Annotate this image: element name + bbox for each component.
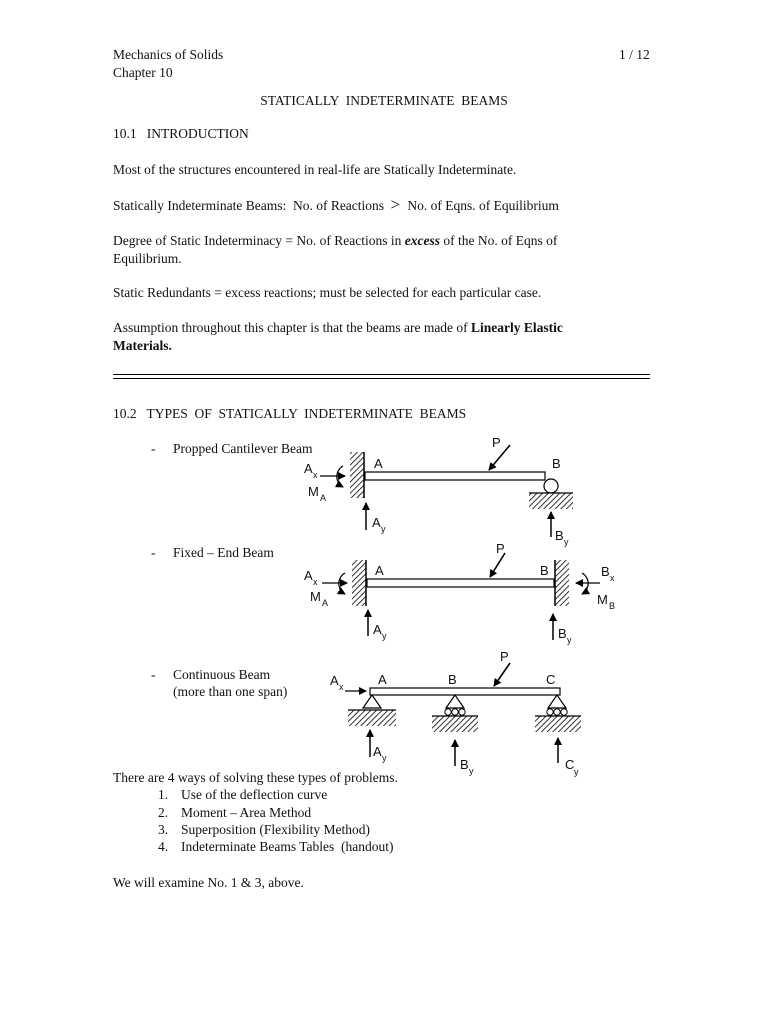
degree-text-a: Degree of Static Indeterminacy = No. of Reactions in [113, 233, 405, 248]
degree-text-b: of the No. of Eqns of [440, 233, 558, 248]
load-arrow-p [490, 553, 505, 577]
equilibrium-text: No. of Eqns. of Equilibrium [407, 198, 559, 213]
pin-support-a [363, 695, 381, 708]
fixed-end-figure [304, 541, 615, 645]
label-ay-sub: y [382, 631, 387, 641]
reactions-text: Statically Indeterminate Beams: No. of Reactions [113, 198, 385, 213]
list-item: Indeterminate Beams Tables (handout) [181, 839, 394, 854]
beam [367, 579, 554, 587]
beam-type-fixed-end: Fixed – End Beam [173, 545, 274, 560]
paragraph-structures: Most of the structures encountered in real-life are Statically Indeterminate. [113, 162, 517, 177]
label-ax-sub: x [313, 470, 318, 480]
section-heading-intro: 10.1 INTRODUCTION [113, 126, 249, 141]
label-p: P [500, 649, 509, 664]
page-number: 1 / 12 [619, 47, 650, 62]
page-title: STATICALLY INDETERMINATE BEAMS [260, 93, 508, 108]
fixed-wall-left [352, 560, 366, 606]
label-b: B [552, 456, 561, 471]
label-cy: C [565, 757, 575, 772]
label-by: B [558, 626, 567, 641]
list-item-number: 3. [158, 822, 169, 837]
roller-support [544, 479, 558, 493]
ground [529, 493, 573, 509]
beam [370, 688, 560, 695]
section-heading-types: 10.2 TYPES OF STATICALLY INDETERMINATE BEAMS [113, 406, 467, 421]
list-item: Superposition (Flexibility Method) [181, 822, 370, 837]
roller-support-b [446, 695, 464, 708]
roller-support-c [548, 695, 566, 708]
methods-intro: There are 4 ways of solving these types of problems. [113, 770, 398, 785]
course-title: Mechanics of Solids [113, 47, 224, 62]
paragraph-redundants: Static Redundants = excess reactions; must be selected for each particular case. [113, 285, 542, 300]
excess-emphasis: excess [404, 233, 441, 248]
label-mb: M [597, 592, 608, 607]
list-item: Use of the deflection curve [181, 787, 328, 802]
bullet-dash: - [151, 667, 156, 682]
list-item-number: 4. [158, 839, 169, 854]
label-ay: A [373, 744, 382, 759]
label-ma-sub: A [320, 493, 327, 503]
label-c: C [546, 672, 556, 687]
chapter-label: Chapter 10 [113, 65, 173, 80]
label-p: P [496, 541, 505, 556]
beam-type-continuous-note: (more than one span) [173, 684, 288, 699]
closing-remark: We will examine No. 1 & 3, above. [113, 875, 304, 890]
paragraph-degree-cont: Equilibrium. [113, 251, 182, 266]
label-b: B [540, 563, 549, 578]
bullet-dash: - [151, 545, 156, 560]
fixed-wall [350, 452, 364, 498]
label-ma: M [310, 589, 321, 604]
label-a: A [375, 563, 384, 578]
continuous-beam-figure [330, 649, 581, 777]
load-arrow-p [494, 663, 510, 686]
ground-b [432, 716, 478, 732]
label-ay: A [373, 622, 382, 637]
beam-type-propped-cantilever: Propped Cantilever Beam [173, 441, 313, 456]
propped-cantilever-figure [304, 435, 573, 547]
label-by-sub: y [567, 635, 572, 645]
label-ay: A [372, 515, 381, 530]
label-ay-sub: y [382, 753, 387, 763]
label-ax-sub: x [313, 577, 318, 587]
greater-than-symbol: > [390, 195, 401, 214]
label-ay-sub: y [381, 524, 386, 534]
label-a: A [374, 456, 383, 471]
label-by-sub: y [564, 537, 569, 547]
label-by: B [460, 757, 469, 772]
label-by-sub: y [469, 766, 474, 776]
fixed-wall-right [555, 560, 569, 606]
label-cy-sub: y [574, 767, 579, 777]
beam-type-continuous: Continuous Beam [173, 667, 271, 682]
list-item-number: 2. [158, 805, 169, 820]
label-ax: A [304, 461, 313, 476]
label-bx: B [601, 564, 610, 579]
ground-a [348, 710, 396, 726]
label-ma-sub: A [322, 598, 329, 608]
assumption-text: Assumption throughout this chapter is that the beams are made of [113, 320, 472, 335]
list-item-number: 1. [158, 787, 169, 802]
label-b: B [448, 672, 457, 687]
label-a: A [378, 672, 387, 687]
label-bx-sub: x [610, 573, 615, 583]
label-mb-sub: B [609, 601, 616, 611]
bullet-dash: - [151, 441, 156, 456]
list-item: Moment – Area Method [181, 805, 312, 820]
label-ax: A [304, 568, 313, 583]
label-ax: A [330, 673, 339, 688]
linearly-elastic-bold: Linearly Elastic [471, 320, 563, 335]
label-p: P [492, 435, 501, 450]
label-ax-sub: x [339, 682, 344, 692]
beam [365, 472, 545, 480]
label-by: B [555, 528, 564, 543]
label-ma: M [308, 484, 319, 499]
ground-c [535, 716, 581, 732]
materials-bold: Materials. [113, 338, 172, 353]
